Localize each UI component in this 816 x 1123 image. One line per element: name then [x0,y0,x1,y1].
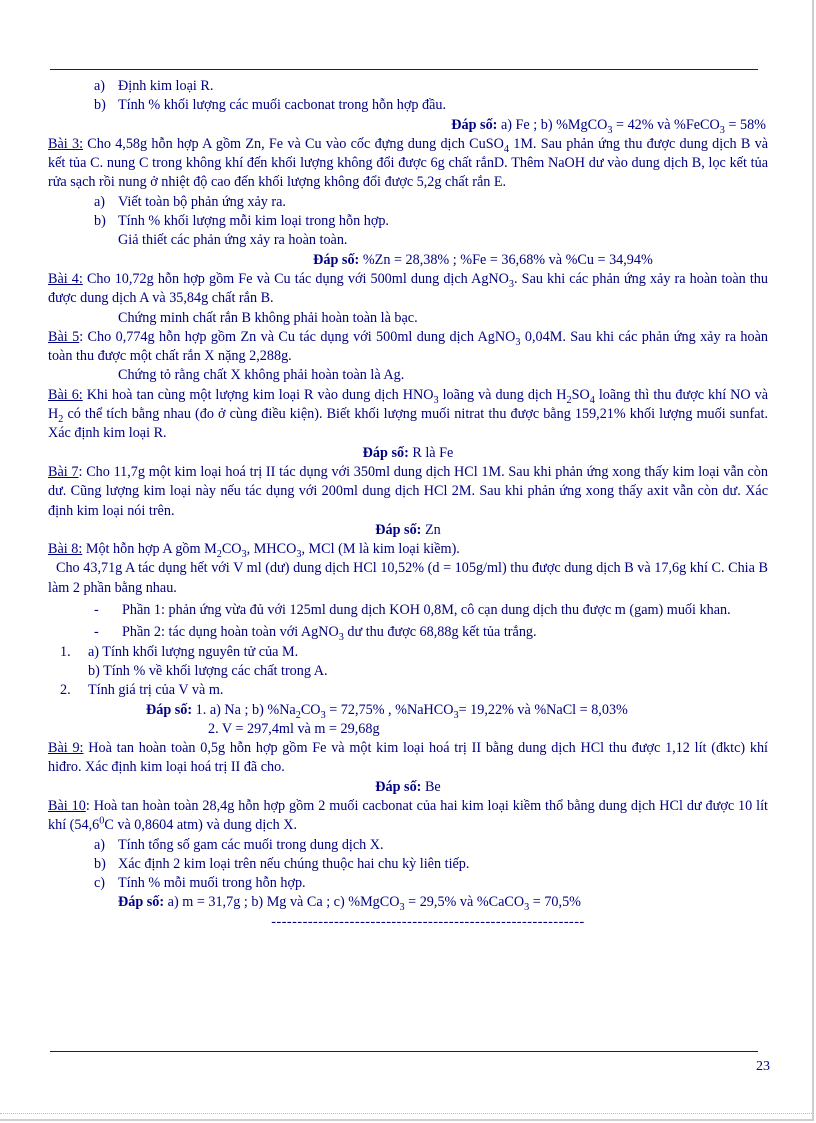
exercise-4-note: Chứng minh chất rắn B không phải hoàn toàn là bạc. [118,309,418,326]
answer-8-line-2: 2. V = 297,4ml và m = 29,68g [208,720,380,737]
item-a-label: a) [94,78,106,94]
exercise-8-part-2: - Phần 2: tác dụng hoàn toàn với AgNO$_3$ dư thu được 68,88g kết tủa trắng. [94,624,537,644]
exercise-10-label: Bài 10 [48,797,86,814]
answer-7: Đáp số: Zn [375,521,441,538]
exercise-6: Bài 6: Khi hoà tan cùng một lượng kim loại R vào dung dịch $HNO_3$ loãng và dung dịch $H_2SO_4$ loãng thì thu được khí NO và $H_2$ có thể tích bằng nhau (đo ở cùng điều kiện). Biết khối lượng muối nitrat thu được bằng 159,21% khối lượng muối sunfat. Xác định kim loại R. [48,386,768,442]
exercise-5-label: Bài 5 [48,328,80,345]
exercise-6-label: Bài 6: [48,386,83,403]
exercise-10-item-a: a) Tính tổng số gam các muối trong dung dịch X. [94,836,384,853]
item-b-text: Tính % khối lượng các muối cacbonat trong hỗn hợp đầu. [118,97,447,114]
exercise-4: Bài 4: Cho 10,72g hỗn hợp gồm Fe và Cu tác dụng với 500ml dung dịch AgNO$_3$. Sau khi các phản ứng xảy ra hoàn toàn thu được dung dịch A và 35,84g chất rắn B. [48,270,768,307]
item-a-text: Định kim loại R. [118,78,214,94]
exercise-8: Bài 8: Một hỗn hợp A gồm $M_2CO_3$, $MHCO_3$, MCl (M là kim loại kiềm). [48,541,460,560]
exercise-4-label: Bài 4: [48,270,83,287]
exercise-5-note: Chứng tỏ rằng chất X không phải hoàn toàn là Ag. [118,367,405,384]
exercise-8-part-1: - Phần 1: phản ứng vừa đủ với 125ml dung dịch KOH 0,8M, cô cạn dung dịch thu được m (gam) muối khan. [94,602,731,619]
item-b-label: b) [94,97,106,114]
answer-3: Đáp số: %Zn = 28,38% ; %Fe = 36,68% và %Cu = 34,94% [313,251,653,268]
exercise-5: Bài 5: Cho 0,774g hỗn hợp gồm Zn và Cu tác dụng với 500ml dung dịch AgNO$_3$ 0,04M. Sau khi các phản ứng xảy ra hoàn toàn thu được một chất rắn X nặng 2,288g. [48,328,768,365]
page-edge-dotted-line [0,1113,814,1114]
exercise-8-q2: 2. Tính giá trị của V và m. [60,682,224,699]
answer-label: Đáp số: [451,116,498,133]
answer-8-line-1: Đáp số: 1. a) Na ; b) $\%Na_2CO_3 = 72,75\%$ , %NaHCO$_3$= 19,22% và %NaCl = 8,03% [146,701,628,721]
exercise-3-item-b: b) Tính % khối lượng mỗi kim loại trong hỗn hợp. [94,213,389,230]
exercise-8-label: Bài 8: [48,541,83,558]
exercise-7: Bài 7: Cho 11,7g một kim loại hoá trị II tác dụng với 350ml dung dịch HCl 1M. Sau khi phản ứng xong thấy kim loại vẫn còn dư. Cũng lượng kim loại này nếu tác dụng với 200ml dung dịch HCl 2M. Sau khi phản ứng xong thấy axit vẫn còn dư. Xác định kim loại nói trên. [48,463,768,519]
exercise-7-label: Bài 7 [48,463,79,480]
exercise-10-item-c: c) Tính % mỗi muối trong hỗn hợp. [94,875,306,892]
header-rule [50,69,758,70]
exercise-9-label: Bài 9: [48,740,84,757]
document-body [48,77,768,932]
exercise-9: Bài 9: Hoà tan hoàn toàn 0,5g hỗn hợp gồm Fe và một kim loại hoá trị II bằng dung dịch HCl thu được 1,12 lít (đktc) khí hiđro. Xác định kim loại hoá trị II đã cho. [48,740,768,776]
exercise-10-item-b: b) Xác định 2 kim loại trên nếu chúng thuộc hai chu kỳ liên tiếp. [94,855,470,872]
item-a-line [48,77,768,96]
exercise-10: Bài 10: Hoà tan hoàn toàn 28,4g hỗn hợp gồm 2 muối cacbonat của hai kim loại kiềm thổ bằng dung dịch HCl dư được 10 lít khí (54,6$^0$C và 0,8604 atm) và dung dịch X. [48,797,768,834]
exercise-3-label: Bài 3: [48,135,84,152]
exercise-8-q1b: b) Tính % về khối lượng các chất trong A. [88,662,328,679]
answer-2: Đáp số: a) Fe ; b) %MgCO$_3$ = 42% và %FeCO$_3$ = 58% [451,116,766,136]
answer-9: Đáp số: Be [375,778,441,795]
exercise-8-body: Cho 43,71g A tác dụng hết với V ml (dư) dung dịch HCl 10,52% (d = 105g/ml) thu được dung dịch B và 17,6g khí C. Chia B làm 2 phần bằng nhau. [48,560,768,596]
end-separator: ------------------------------------------------------------ [271,913,585,930]
item-b-line [48,96,768,115]
answer-10: Đáp số: a) m = 31,7g ; b) Mg và Ca ; c) %MgCO$_3$ = 29,5% và %CaCO$_3$ = 70,5% [118,894,581,914]
page-number: 23 [756,1059,770,1074]
exercise-3: Bài 3: Cho 4,58g hỗn hợp A gồm Zn, Fe và Cu vào cốc đựng dung dịch CuSO$_4$ 1M. Sau phản ứng thu được dung dịch B và kết tủa C. nung C trong không khí đến khối lượng không đổi được 6g chất rắnD. Thêm NaOH dư vào dung dịch B, lọc kết tủa rửa sạch rồi nung ở nhiệt độ cao đến khối lượng không đổi được 5,2g chất rắn E. [48,135,768,191]
exercise-3-item-a: a) Viết toàn bộ phản ứng xảy ra. [94,193,286,210]
footer-rule [50,1051,758,1052]
exercise-8-q1: 1. a) Tính khối lượng nguyên tử của M. [60,643,299,660]
answer-6: Đáp số: R là Fe [362,444,454,461]
exercise-3-note: Giả thiết các phản ứng xảy ra hoàn toàn. [118,232,348,249]
